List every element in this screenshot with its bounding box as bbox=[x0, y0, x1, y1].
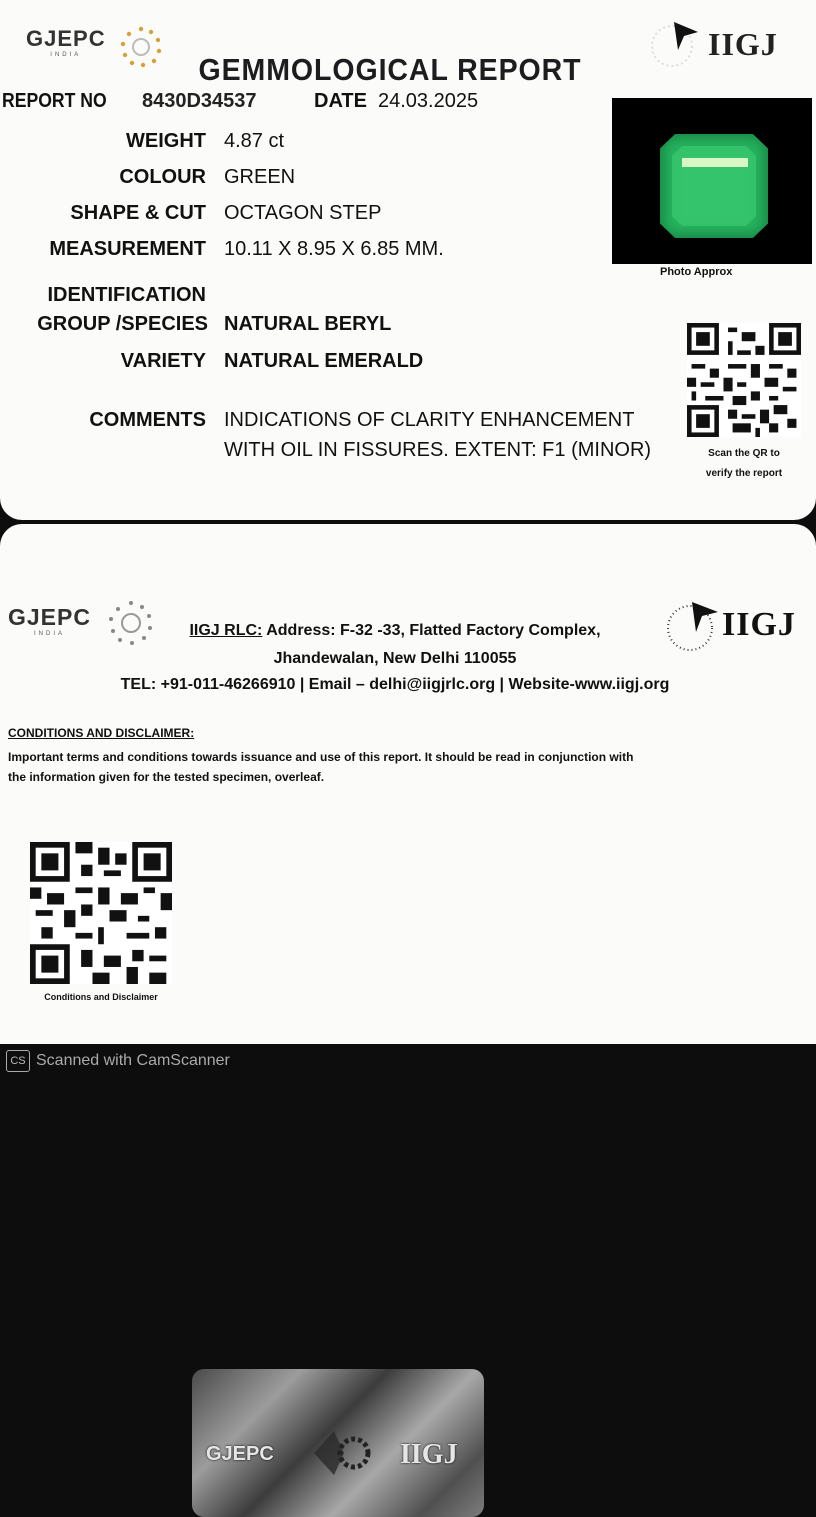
measurement-label: MEASUREMENT bbox=[49, 238, 206, 260]
qr-verify-caption-line-1: Scan the QR to bbox=[708, 448, 780, 459]
shape-cut-value: OCTAGON STEP bbox=[224, 202, 382, 224]
verify-report-qr-code[interactable] bbox=[687, 323, 801, 437]
date-label: DATE bbox=[314, 90, 367, 112]
back-iigj-logo bbox=[664, 596, 814, 660]
back-gjepc-logo-subtext: INDIA bbox=[33, 631, 65, 637]
date-value: 24.03.2025 bbox=[378, 90, 479, 112]
report-no-label: REPORT NO bbox=[2, 90, 107, 112]
security-hologram bbox=[192, 1369, 484, 1517]
back-iigj-logo-text: IIGJ bbox=[722, 606, 796, 643]
iigj-logo-text: IIGJ bbox=[708, 26, 778, 62]
colour-value: GREEN bbox=[224, 166, 296, 188]
report-title: GEMMOLOGICAL REPORT bbox=[198, 52, 582, 87]
hologram-emblem-icon bbox=[304, 1423, 374, 1483]
address-line-1 bbox=[170, 622, 620, 640]
camscanner-watermark bbox=[6, 1050, 230, 1072]
gjepc-logo-subtext: INDIA bbox=[50, 52, 82, 58]
hologram-iigj-text: IIGJ bbox=[400, 1439, 458, 1470]
address-text: Address: F-32 -33, Flatted Factory Complex, bbox=[262, 622, 601, 639]
comments-line-2: WITH OIL IN FISSURES. EXTENT: F1 (MINOR) bbox=[224, 439, 652, 461]
camscanner-logo-icon: CS bbox=[6, 1050, 30, 1072]
back-gjepc-logo-text: GJEPC bbox=[8, 604, 91, 630]
back-iigj-starburst-icon bbox=[664, 596, 724, 658]
emerald-gem-image bbox=[660, 134, 768, 238]
conditions-line-2: the information given for the tested specimen, overleaf. bbox=[8, 770, 325, 784]
conditions-line-1: Important terms and conditions towards issuance and use of this report. It should be read in conjunction with bbox=[8, 750, 634, 764]
qr-verify-caption bbox=[688, 444, 800, 484]
contact-line: TEL: +91-011-46266910 | Email – delhi@iigjrlc.org | Website-www.iigj.org bbox=[120, 676, 670, 693]
colour-label: COLOUR bbox=[119, 166, 206, 188]
weight-label: WEIGHT bbox=[126, 130, 206, 152]
group-species-value: NATURAL BERYL bbox=[224, 313, 392, 335]
camscanner-text: Scanned with CamScanner bbox=[36, 1052, 230, 1069]
shape-cut-label: SHAPE & CUT bbox=[70, 202, 206, 224]
photo-caption: Photo Approx bbox=[660, 266, 733, 278]
back-gjepc-diamond-emblem-icon bbox=[106, 598, 156, 648]
conditions-qr-caption: Conditions and Disclaimer bbox=[44, 992, 158, 1002]
comments-line-1: INDICATIONS OF CLARITY ENHANCEMENT bbox=[224, 409, 635, 431]
variety-label: VARIETY bbox=[120, 350, 206, 372]
report-no-value: 8430D34537 bbox=[142, 90, 257, 112]
conditions-qr-code[interactable] bbox=[30, 842, 172, 984]
hologram-gjepc-text: GJEPC bbox=[206, 1443, 274, 1465]
variety-value: NATURAL EMERALD bbox=[224, 350, 424, 372]
comments-label: COMMENTS bbox=[89, 409, 206, 431]
group-species-label: GROUP /SPECIES bbox=[37, 313, 208, 335]
conditions-title: CONDITIONS AND DISCLAIMER: bbox=[8, 726, 195, 740]
gjepc-logo-text: GJEPC bbox=[26, 26, 106, 51]
weight-value: 4.87 ct bbox=[224, 130, 285, 152]
measurement-value: 10.11 X 8.95 X 6.85 MM. bbox=[224, 238, 444, 260]
address-line-2: Jhandewalan, New Delhi 110055 bbox=[273, 650, 517, 667]
back-gjepc-logo bbox=[8, 604, 91, 637]
qr-verify-caption-line-2: verify the report bbox=[705, 468, 783, 479]
identification-label: IDENTIFICATION bbox=[47, 284, 206, 306]
report-front-card bbox=[0, 0, 816, 520]
gem-photo bbox=[612, 98, 812, 264]
address-prefix: IIGJ RLC: bbox=[189, 622, 263, 639]
